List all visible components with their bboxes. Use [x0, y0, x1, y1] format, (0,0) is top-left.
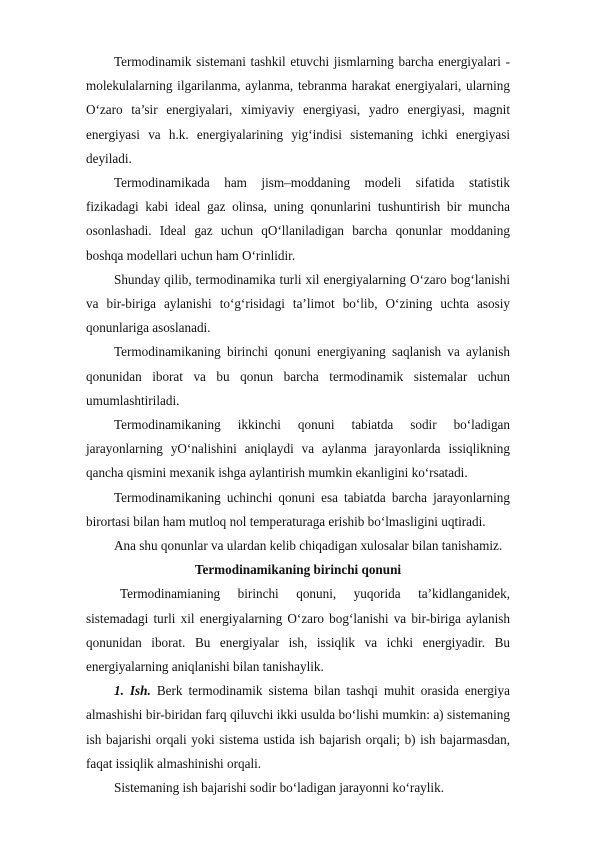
section-heading: Termodinamikaning birinchi qonuni	[194, 562, 402, 578]
paragraph-third-law: Termodinamikaning uchinchi qonuni esa tabiatda barcha jarayonlarning birortasi bilan ham mutloq nol temperaturaga erishib bo‘lmasligini uqtiradi.	[86, 489, 510, 529]
work-label: 1. Ish.	[114, 683, 151, 699]
paragraph-first-law: Termodinamikaning birinchi qonuni energiyaning saqlanish va aylanish qonunidan iborat va bu qonun barcha termodinamik sistemalar uchun umumlashtiriladi.	[86, 344, 510, 408]
paragraph-internal-energy: Termodinamik sistemani tashkil etuvchi jismlarning barcha energiyalari - molekulalarning ilgarilanma, aylanma, tebranma harakat energiyalari, ularning O‘zaro ta’sir energiyalari, ximiyaviy energiyasi, yadro energiyasi, magnit energiyasi va h.k. energiyalarining yig‘indisi sistemaning ichki energiyasi deyiladi.	[86, 54, 510, 166]
document-page	[86, 50, 510, 800]
paragraph-work-process: Sistemaning ish bajarishi sodir bo‘ladigan jarayonni ko‘raylik.	[114, 780, 444, 796]
paragraph-intro-laws: Ana shu qonunlar va ulardan kelib chiqadigan xulosalar bilan tanishamiz.	[114, 538, 503, 554]
paragraph-three-laws: Shunday qilib, termodinamika turli xil energiyalarning O‘zaro bog‘lanishi va bir-biriga aylanishi to‘g‘risidagi ta’limot bo‘lib, O‘zining uchta asosiy qonunlariga asoslanadi.	[86, 271, 510, 336]
paragraph-second-law: Termodinamikaning ikkinchi qonuni tabiatda sodir bo‘ladigan jarayonlarning yO‘nalishini aniqlaydi va aylanma jarayonlarda issiqlikning qancha qismini mexanik ishga aylantirish mumkin ekanligini ko‘rsatadi.	[86, 417, 510, 481]
paragraph-work	[86, 679, 510, 776]
paragraph-ideal-gas-model: Termodinamikada ham jism–moddaning modeli sifatida statistik fizikadagi kabi ideal gaz olinsa, uning qonunlarini tushuntirish bir muncha osonlashadi. Ideal gaz uchun qO‘llaniladigan barcha qonunlar moddaning boshqa modellari uchun ham O‘rinlidir.	[86, 175, 510, 263]
paragraph-first-law-detail: Termodinamianing birinchi qonuni, yuqorida ta’kidlanganidek, sistemadagi turli xil energiyalarning O‘zaro bog‘lanishi va bir-biriga aylanish qonunidan iborat. Bu energiyalar ish, issiqlik va ichki energiyadir. Bu energiyalarning aniqlanishi bilan tanishaylik.	[86, 586, 510, 675]
work-text: Berk termodinamik sistema bilan tashqi muhit orasida energiya almashishi bir-biridan farq qiluvchi ikki usulda bo‘lishi mumkin: a) sistemaning ish bajarishi orqali yoki sistema ustida ish bajarish orqali; b) ish bajarmasdan, faqat issiqlik almashinishi orqali.	[86, 683, 510, 771]
